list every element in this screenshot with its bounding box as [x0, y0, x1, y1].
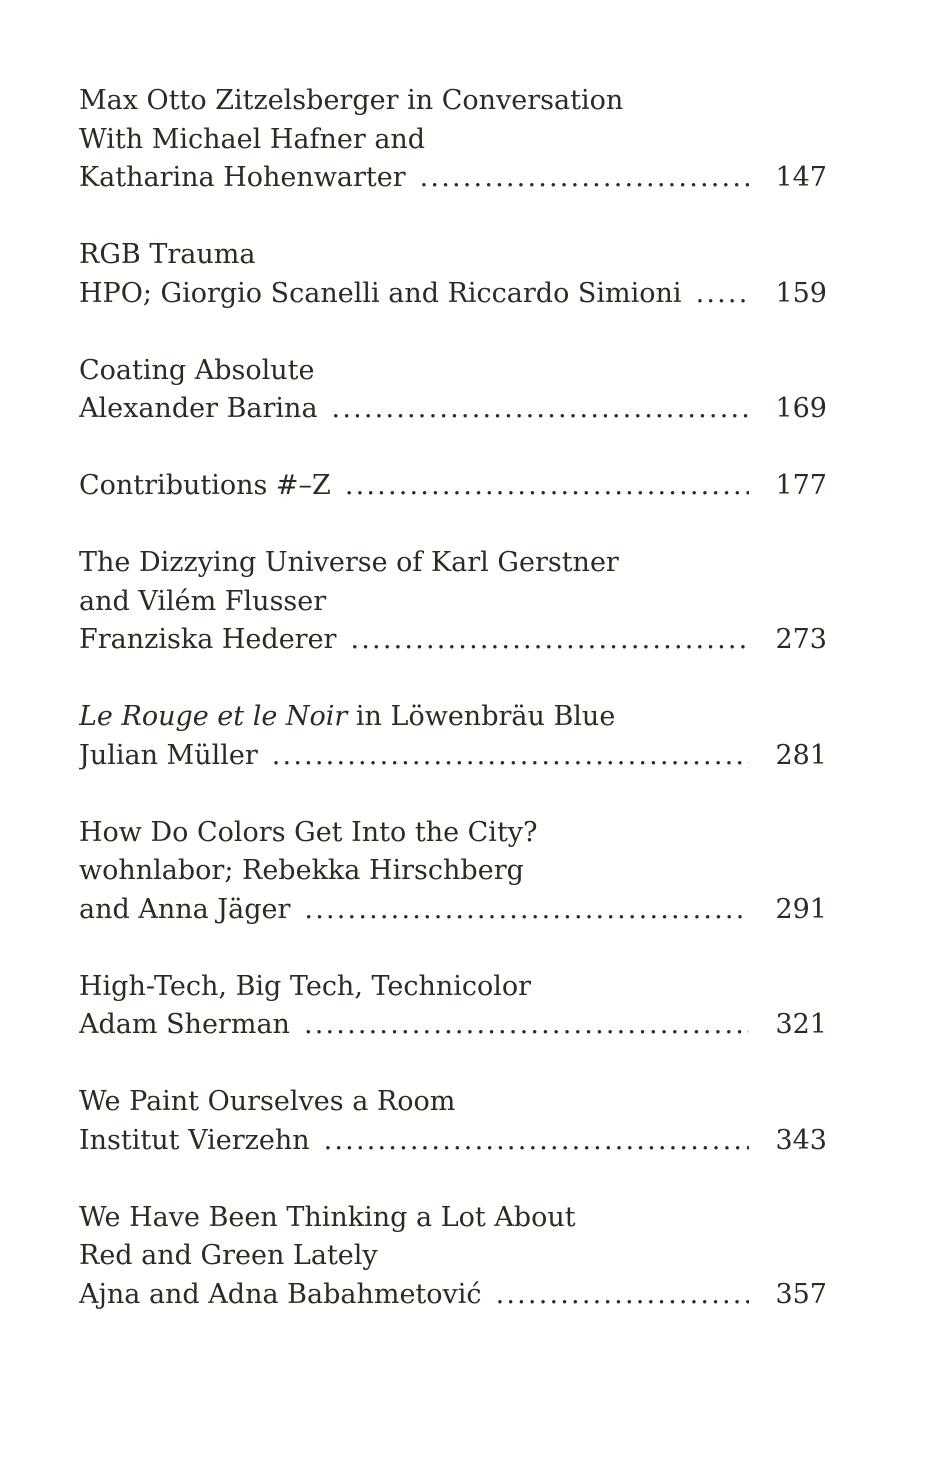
toc-entry[interactable]: [79, 352, 827, 429]
entry-author: Franziska Hederer: [79, 624, 337, 655]
entry-title-line: We Have Been Thinking a Lot About: [79, 1201, 576, 1233]
entry-author: Julian Müller: [79, 739, 258, 771]
page-number: 169: [775, 393, 827, 424]
entry-title-rest: in Löwenbräu Blue: [347, 701, 616, 732]
page-number: 281: [775, 739, 827, 771]
entry-author-line: [79, 737, 827, 776]
toc-entry[interactable]: [79, 698, 827, 775]
toc-entry[interactable]: [79, 544, 827, 660]
page-number: 159: [775, 277, 827, 309]
entry-author-line: [79, 390, 827, 429]
entry-author-line: [79, 1006, 827, 1045]
entry-title-line: High-Tech, Big Tech, Technicolor: [79, 970, 532, 1002]
entry-author-line: [79, 1276, 827, 1315]
entry-author-line: [79, 621, 827, 660]
dot-leader: [304, 891, 749, 930]
toc-entry[interactable]: [79, 1083, 827, 1160]
entry-author: and Anna Jäger: [79, 893, 291, 925]
entry-author-line: [79, 891, 827, 930]
entry-title-line: [79, 698, 827, 737]
toc-entry[interactable]: [79, 236, 827, 313]
toc-entry[interactable]: [79, 814, 827, 930]
entry-author-line: [79, 1122, 827, 1161]
toc-entry[interactable]: [79, 968, 827, 1045]
dot-leader: [345, 467, 749, 506]
page-number: 291: [775, 893, 827, 925]
page-number: 357: [775, 1278, 827, 1310]
page-number: 321: [775, 1009, 827, 1040]
page-number: 147: [775, 162, 827, 193]
dot-leader: [696, 275, 749, 314]
page-number: 273: [775, 624, 827, 655]
dot-leader: [272, 737, 749, 776]
entry-title-line: wohnlabor; Rebekka Hirschberg: [79, 855, 524, 886]
entry-author: Alexander Barina: [79, 393, 318, 424]
toc-entry[interactable]: [79, 1199, 827, 1315]
entry-author: Institut Vierzehn: [79, 1124, 310, 1156]
entry-title-line: Max Otto Zitzelsberger in Conversation: [79, 85, 624, 116]
entry-title-line: How Do Colors Get Into the City?: [79, 816, 538, 848]
entry-author-line: [79, 159, 827, 198]
entry-title-line: Red and Green Lately: [79, 1240, 378, 1271]
dot-leader: [332, 390, 749, 429]
dot-leader: [324, 1122, 749, 1161]
entry-title-line: [79, 467, 827, 506]
entry-title-line: With Michael Hafner and: [79, 123, 426, 155]
entry-title: Contributions #–Z: [79, 470, 331, 501]
table-of-contents: [79, 82, 827, 1353]
entry-author: HPO; Giorgio Scanelli and Riccardo Simioni: [79, 277, 682, 309]
entry-author: Katharina Hohenwarter: [79, 162, 406, 193]
entry-title-line: Coating Absolute: [79, 354, 315, 386]
dot-leader: [496, 1276, 749, 1315]
entry-author-line: [79, 275, 827, 314]
entry-author: Ajna and Adna Babahmetović: [79, 1278, 482, 1310]
dot-leader: [304, 1006, 749, 1045]
toc-entry[interactable]: [79, 467, 827, 506]
page-number: 177: [775, 470, 827, 501]
dot-leader: [420, 159, 749, 198]
toc-entry[interactable]: [79, 82, 827, 198]
page-number: 343: [775, 1124, 827, 1156]
entry-title-line: The Dizzying Universe of Karl Gerstner: [79, 547, 619, 578]
dot-leader: [350, 621, 749, 660]
entry-title-italic: Le Rouge et le Noir: [79, 701, 348, 732]
entry-title-line: RGB Trauma: [79, 239, 256, 270]
entry-title-line: and Vilém Flusser: [79, 585, 327, 617]
entry-title-line: We Paint Ourselves a Room: [79, 1086, 456, 1117]
entry-author: Adam Sherman: [79, 1009, 290, 1040]
